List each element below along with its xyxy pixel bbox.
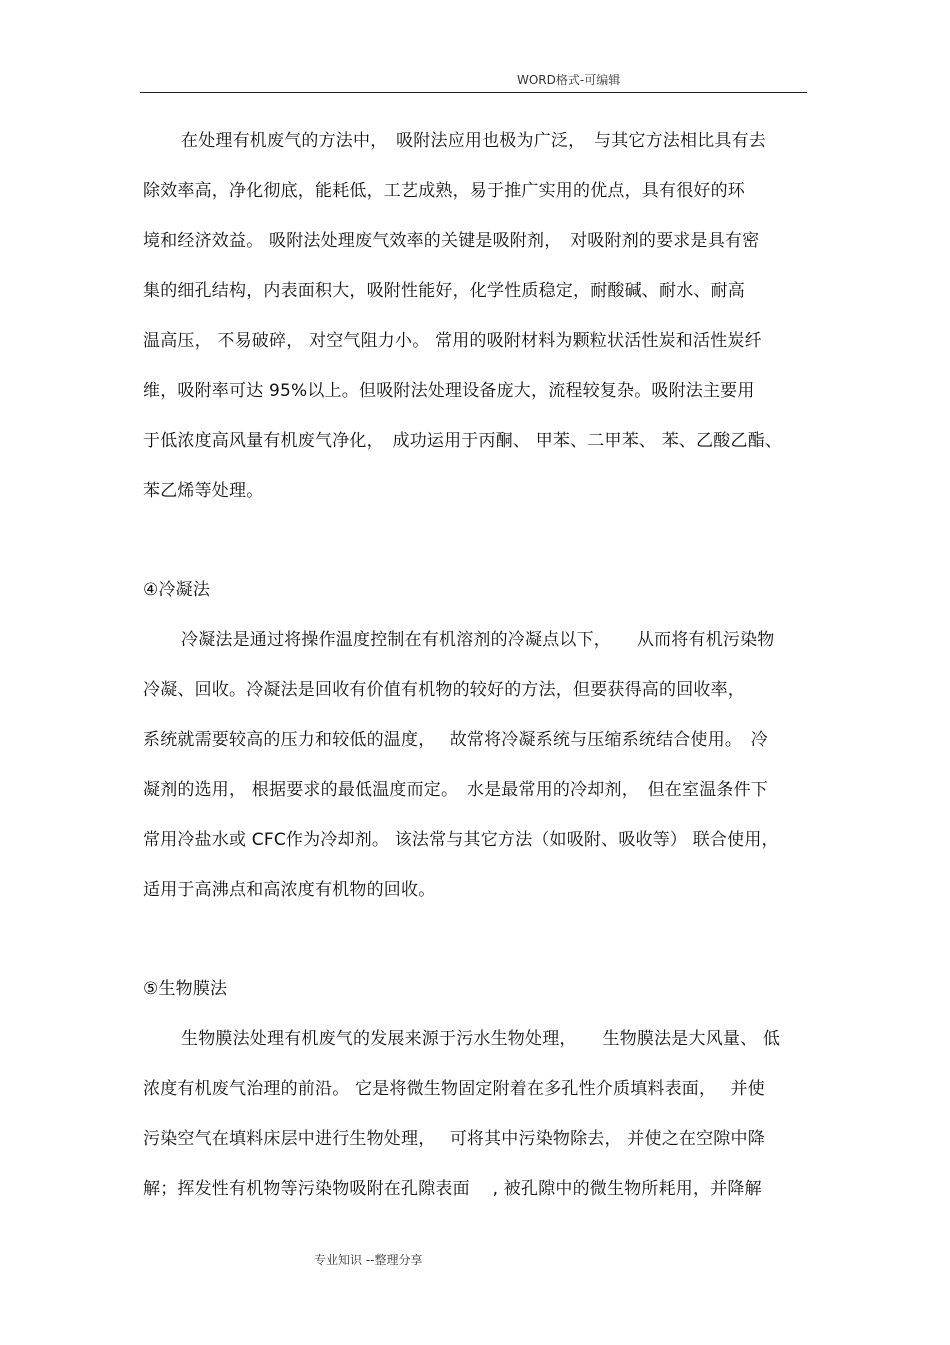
paragraph-line: 适用于高沸点和高浓度有机物的回收。 [143,880,436,900]
paragraph-line: 除效率高，净化彻底，能耗低，工艺成熟，易于推广实用的优点，具有很好的环 [143,181,745,201]
paragraph-line: 境和经济效益。 吸附法处理废气效率的关键是吸附剂， 对吸附剂的要求是具有密 [143,231,760,251]
section-heading-condensation: ④冷凝法 [143,580,211,600]
paragraph-line: 系统就需要较高的压力和较低的温度， 故常将冷凝系统与压缩系统结合使用。 冷 [143,730,769,750]
page-header [140,62,807,93]
paragraph-line: 凝剂的选用， 根据要求的最低温度而定。 水是最常用的冷却剂， 但在室温条件下 [143,780,769,800]
paragraph-line: 冷凝、回收。冷凝法是回收有价值有机物的较好的方法，但要获得高的回收率， [143,680,745,700]
paragraph-line: 在处理有机废气的方法中， 吸附法应用也极为广泛， 与其它方法相比具有去 [181,131,766,151]
page-footer: 专业知识 --整理分享 [314,1253,423,1267]
paragraph-line: 解；挥发性有机物等污染物吸附在孔隙表面 , 被孔隙中的微生物所耗用，并降解 [143,1179,762,1199]
paragraph-line: 生物膜法处理有机废气的发展来源于污水生物处理， 生物膜法是大风量、 低 [181,1029,781,1049]
paragraph-line: 温高压， 不易破碎， 对空气阻力小。 常用的吸附材料为颗粒状活性炭和活性炭纤 [143,331,762,351]
paragraph-line: 苯乙烯等处理。 [143,481,264,501]
paragraph-line: 冷凝法是通过将操作温度控制在有机溶剂的冷凝点以下， 从而将有机污染物 [181,630,775,650]
section-heading-biofilm: ⑤生物膜法 [143,979,228,999]
paragraph-line: 维，吸附率可达 95%以上。但吸附法处理设备庞大，流程较复杂。吸附法主要用 [143,381,755,401]
paragraph-line: 污染空气在填料床层中进行生物处理， 可将其中污染物除去， 并使之在空隙中降 [143,1129,765,1149]
paragraph-line: 常用冷盐水或 CFC作为冷却剂。 该法常与其它方法（如吸附、吸收等） 联合使用， [143,830,779,850]
paragraph-line: 浓度有机废气治理的前沿。 它是将微生物固定附着在多孔性介质填料表面， 并使 [143,1079,765,1099]
paragraph-line: 集的细孔结构，内表面积大，吸附性能好，化学性质稳定，耐酸碱、耐水、耐高 [143,281,745,301]
paragraph-line: 于低浓度高风量有机废气净化， 成功运用于丙酮、 甲苯、二甲苯、 苯、乙酸乙酯、 [143,431,783,451]
header-text: WORD格式-可编辑 [517,73,621,87]
